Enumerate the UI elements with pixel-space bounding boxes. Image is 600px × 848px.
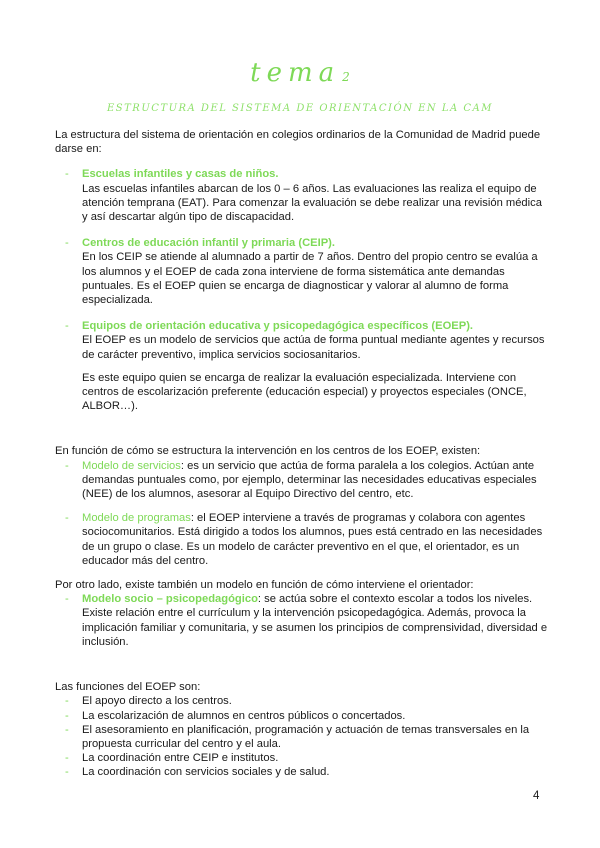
list-item — [55, 319, 550, 413]
dash-bullet: - — [65, 709, 69, 722]
list-item — [55, 167, 550, 224]
list-item — [55, 765, 550, 779]
list-item — [55, 459, 550, 502]
dash-bullet: - — [65, 695, 69, 708]
dash-bullet: - — [65, 766, 69, 779]
title-number: 2 — [342, 70, 350, 84]
document-body — [55, 128, 550, 780]
dash-bullet: - — [65, 168, 69, 181]
item-title: Escuelas infantiles y casas de niños. — [82, 168, 279, 181]
dash-bullet: - — [65, 237, 69, 250]
other-intro: Por otro lado, existe también un modelo en función de cómo interviene el orientador: — [55, 579, 474, 592]
dash-bullet: - — [65, 752, 69, 765]
item-text-2: Es este equipo quien se encarga de realizar la evaluación especializada. Interviene con centros de escolarización preferente (educación especial) y proyectos especiales (ONCE, ALBOR…). — [82, 371, 527, 413]
item-text: Las escuelas infantiles abarcan de los 0 – 6 años. Las evaluaciones las realiza el equipo de atención temprana (EAT). Para comenzar la evaluación se debe realizar una revisión médica y así descartar algún tipo de discapacidad. — [82, 182, 542, 224]
functions-list — [55, 694, 550, 779]
item-text — [82, 511, 550, 568]
models-list — [55, 459, 550, 568]
dash-bullet: - — [65, 593, 69, 606]
intro-paragraph: La estructura del sistema de orientación en colegios ordinarios de la Comunidad de Madrid puede darse en: — [55, 129, 541, 156]
item-text: El EOEP es un modelo de servicios que actúa de forma puntual mediante agentes y recursos de carácter preventivo, implica servicios sociosanitarios. — [82, 334, 545, 361]
item-text — [82, 592, 550, 649]
item-title: Equipos de orientación educativa y psicopedagógica específicos (EOEP). — [82, 320, 474, 333]
function-text: La coordinación con servicios sociales y de salud. — [82, 766, 330, 779]
list-item — [55, 511, 550, 568]
model-text: : el EOEP interviene a través de programas y colabora con agentes sociocomunitarios. Está dirigido a todos los alumnos, pues está centrado en las necesidades de un grupo o clase. Es un modelo de carácter preventivo en el que, el orientador, es un educador más del centro. — [82, 512, 543, 567]
functions-intro: Las funciones del EOEP son: — [55, 681, 201, 694]
list-item — [55, 751, 550, 765]
page-subtitle: ESTRUCTURA DEL SISTEMA DE ORIENTACIÓN EN LA CAM — [106, 103, 494, 114]
list-item — [55, 709, 550, 723]
function-text: El apoyo directo a los centros. — [82, 695, 232, 708]
dash-bullet: - — [65, 723, 69, 736]
list-item — [55, 694, 550, 708]
model-title: Modelo de servicios — [82, 459, 181, 472]
model-title: Modelo socio – psicopedagógico — [82, 593, 258, 606]
item-text — [82, 459, 550, 502]
models-intro: En función de cómo se estructura la intervención en los centros de los EOEP, existen: — [55, 445, 481, 458]
list-item — [55, 592, 550, 649]
centers-list — [55, 167, 550, 413]
dash-bullet: - — [65, 320, 69, 333]
model-text: : es un servicio que actúa de forma paralela a los colegios. Actúan ante demandas puntuales como, por ejemplo, determinar las necesidades educativas especiales (NEE) de los alumnos, asesorar al Equipo Directivo del centro, etc. — [82, 459, 537, 501]
model-title: Modelo de programas — [82, 512, 191, 525]
list-item — [55, 236, 550, 307]
item-title: Centros de educación infantil y primaria (CEIP). — [82, 237, 336, 250]
page-title — [0, 58, 600, 88]
item-text: En los CEIP se atiende al alumnado a partir de 7 años. Dentro del propio centro se evalúa a los alumnos y el EOEP de cada zona interviene de forma sistemática ante demandas puntuales. Es el EOEP quien se encarga de diagnosticar y valorar al alumno de forma especializada. — [82, 251, 538, 307]
other-models-list — [55, 592, 550, 649]
function-text: La escolarización de alumnos en centros públicos o concertados. — [82, 709, 406, 722]
title-text: tema — [250, 58, 341, 88]
dash-bullet: - — [65, 459, 69, 472]
function-text: La coordinación entre CEIP e institutos. — [82, 752, 279, 765]
function-text: El asesoramiento en planificación, programación y actuación de temas transversales en la propuesta curricular del centro y el aula. — [82, 723, 530, 750]
page-number: 4 — [533, 790, 540, 802]
dash-bullet: - — [65, 512, 69, 525]
list-item — [55, 723, 550, 751]
model-text: : se actúa sobre el contexto escolar a todos los niveles. Existe relación entre el currículum y la intervención psicopedagógica. Además, provoca la implicación familiar y comunitaria, y se asumen los principios de comprensividad, diversidad e inclusión. — [82, 593, 548, 648]
